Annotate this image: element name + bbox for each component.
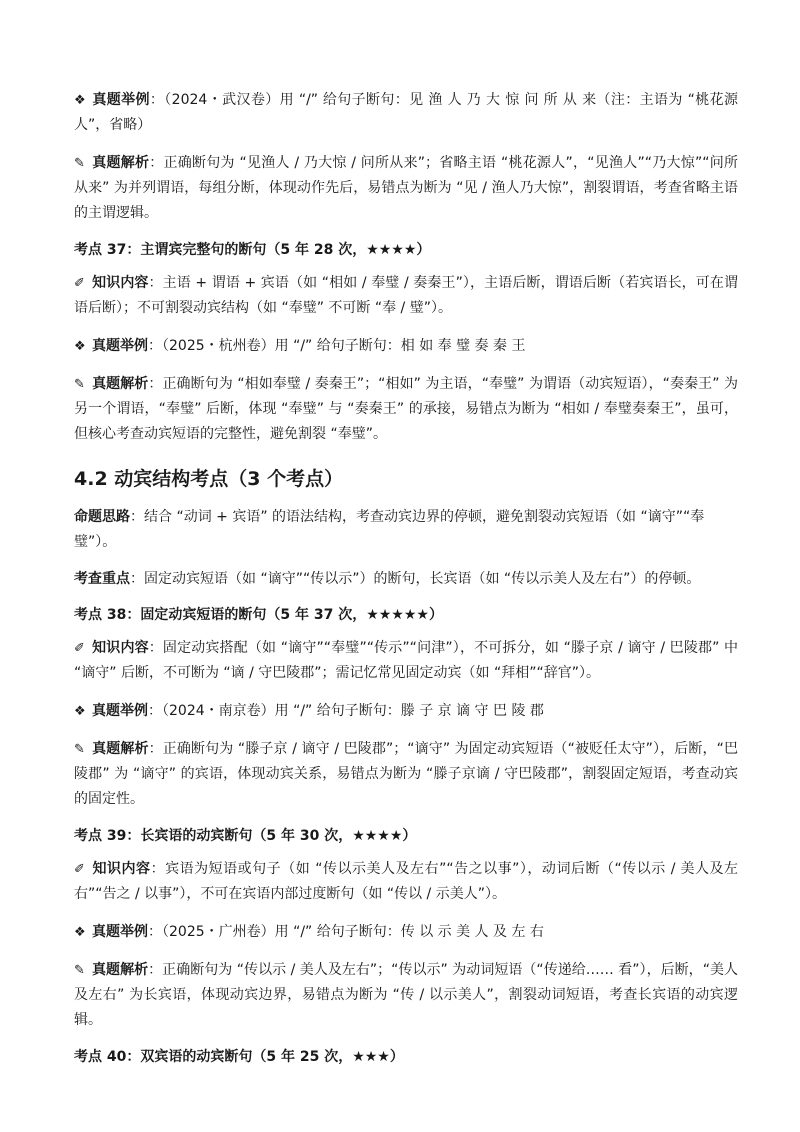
analysis-label: 真题解析 — [92, 962, 149, 978]
pen-icon: ✐ — [74, 276, 85, 291]
topic-idea-text: ：结合 “动词 + 宾语” 的语法结构，考查动宾边界的停顿，避免割裂动宾短语（如 “谪守”“奉璧”）。 — [74, 509, 705, 550]
example-paragraph — [74, 88, 738, 138]
pen-icon: ✐ — [74, 641, 85, 656]
knowledge-text: ：主语 + 谓语 + 宾语（如 “相如 / 奉璧 / 奏秦王”），主语后断，谓语后断（若宾语长，可在谓语后断）；不可割裂动宾结构（如 “奉璧” 不可断 “奉 / 璧”）。 — [74, 275, 738, 316]
diamond-bullet-icon: ❖ — [74, 925, 86, 940]
focus-label: 考查重点 — [74, 571, 130, 587]
knowledge-paragraph — [74, 271, 738, 321]
document-page — [74, 88, 738, 1078]
analysis-text: ：正确断句为 “见渔人 / 乃大惊 / 问所从来”；省略主语 “桃花源人”，“见渔人”“乃大惊”“问所从来” 为并列谓语，每组分断，体现动作先后，易错点为断为 “见 / 渔人乃大惊”，割裂谓语，考查省略主语的主谓逻辑。 — [74, 155, 738, 221]
pencil-icon: ✎ — [74, 742, 85, 757]
analysis-text: ：正确断句为 “传以示 / 美人及左右”；“传以示” 为动词短语（“传递给…… 看”），后断，“美人及左右” 为长宾语，体现动宾边界，易错点为断为 “传 / 以示美人”，割裂动词短语，考查长宾语的动宾逻辑。 — [74, 962, 738, 1028]
pencil-icon: ✎ — [74, 377, 85, 392]
pencil-icon: ✎ — [74, 156, 85, 171]
focus-paragraph — [74, 567, 738, 592]
example-text: ：（2025・广州卷）用 “/” 给句子断句：传 以 示 美 人 及 左 右 — [148, 924, 544, 940]
example-paragraph — [74, 920, 738, 945]
knowledge-text: ：固定动宾搭配（如 “谪守”“奉璧”“传示”“问津”），不可拆分，如 “滕子京 / 谪守 / 巴陵郡” 中 “谪守” 后断，不可断为 “谪 / 守巴陵郡”；需记忆常见固定动宾（如 “拜相”“辞官”）。 — [74, 640, 738, 681]
kaodian-heading: 考点 37：主谓宾完整句的断句（5 年 28 次，★★★★） — [74, 242, 431, 258]
diamond-bullet-icon: ❖ — [74, 93, 86, 108]
example-label: 真题举例 — [92, 338, 148, 354]
diamond-bullet-icon: ❖ — [74, 704, 86, 719]
knowledge-paragraph — [74, 636, 738, 686]
example-text: ：（2025・杭州卷）用 “/” 给句子断句：相 如 奉 璧 奏 秦 王 — [148, 338, 526, 354]
topic-idea-label: 命题思路 — [74, 509, 130, 525]
example-label: 真题举例 — [92, 703, 148, 719]
topic-idea-paragraph — [74, 505, 738, 555]
knowledge-label: 知识内容 — [92, 640, 149, 656]
analysis-paragraph — [74, 958, 738, 1033]
example-paragraph — [74, 334, 738, 359]
kaodian-heading: 考点 40：双宾语的动宾断句（5 年 25 次，★★★） — [74, 1049, 404, 1065]
section-heading: 4.2 动宾结构考点（3 个考点） — [74, 468, 344, 490]
example-label: 真题举例 — [92, 92, 150, 108]
analysis-paragraph — [74, 151, 738, 226]
analysis-paragraph — [74, 737, 738, 812]
analysis-paragraph — [74, 372, 738, 447]
analysis-label: 真题解析 — [92, 376, 149, 392]
example-label: 真题举例 — [92, 924, 148, 940]
example-text: ：（2024・武汉卷）用 “/” 给句子断句：见 渔 人 乃 大 惊 问 所 从 来（注：主语为 “桃花源人”，省略） — [74, 92, 739, 133]
analysis-text: ：正确断句为 “相如奉璧 / 奏秦王”；“相如” 为主语，“奉璧” 为谓语（动宾短语），“奏秦王” 为另一个谓语，“奉璧” 后断，体现 “奉璧” 与 “奏秦王” 的承接，易错点为断为 “相如 / 奉璧奏秦王”，虽可，但核心考查动宾短语的完整性，避免割裂 “奉璧”。 — [74, 376, 738, 442]
knowledge-text: ：宾语为短语或句子（如 “传以示美人及左右”“告之以事”），动词后断（“传以示 / 美人及左右”“告之 / 以事”），不可在宾语内部过度断句（如 “传以 / 示美人”）。 — [74, 861, 738, 902]
analysis-text: ：正确断句为 “滕子京 / 谪守 / 巴陵郡”；“谪守” 为固定动宾短语（“被贬任太守”），后断，“巴陵郡” 为 “谪守” 的宾语，体现动宾关系，易错点为断为 “滕子京谪 / 守巴陵郡”，割裂固定短语，考查动宾的固定性。 — [74, 741, 738, 807]
pen-icon: ✐ — [74, 862, 85, 877]
kaodian-heading: 考点 39：长宾语的动宾断句（5 年 30 次，★★★★） — [74, 828, 417, 844]
analysis-label: 真题解析 — [92, 155, 150, 171]
knowledge-paragraph — [74, 857, 738, 907]
example-paragraph — [74, 699, 738, 724]
analysis-label: 真题解析 — [92, 741, 149, 757]
focus-text: ：固定动宾短语（如 “谪守”“传以示”）的断句，长宾语（如 “传以示美人及左右”）的停顿。 — [130, 571, 701, 587]
example-text: ：（2024・南京卷）用 “/” 给句子断句：滕 子 京 谪 守 巴 陵 郡 — [148, 703, 544, 719]
pencil-icon: ✎ — [74, 963, 85, 978]
kaodian-heading: 考点 38：固定动宾短语的断句（5 年 37 次，★★★★★） — [74, 607, 443, 623]
knowledge-label: 知识内容 — [92, 275, 149, 291]
diamond-bullet-icon: ❖ — [74, 339, 86, 354]
knowledge-label: 知识内容 — [92, 861, 151, 877]
